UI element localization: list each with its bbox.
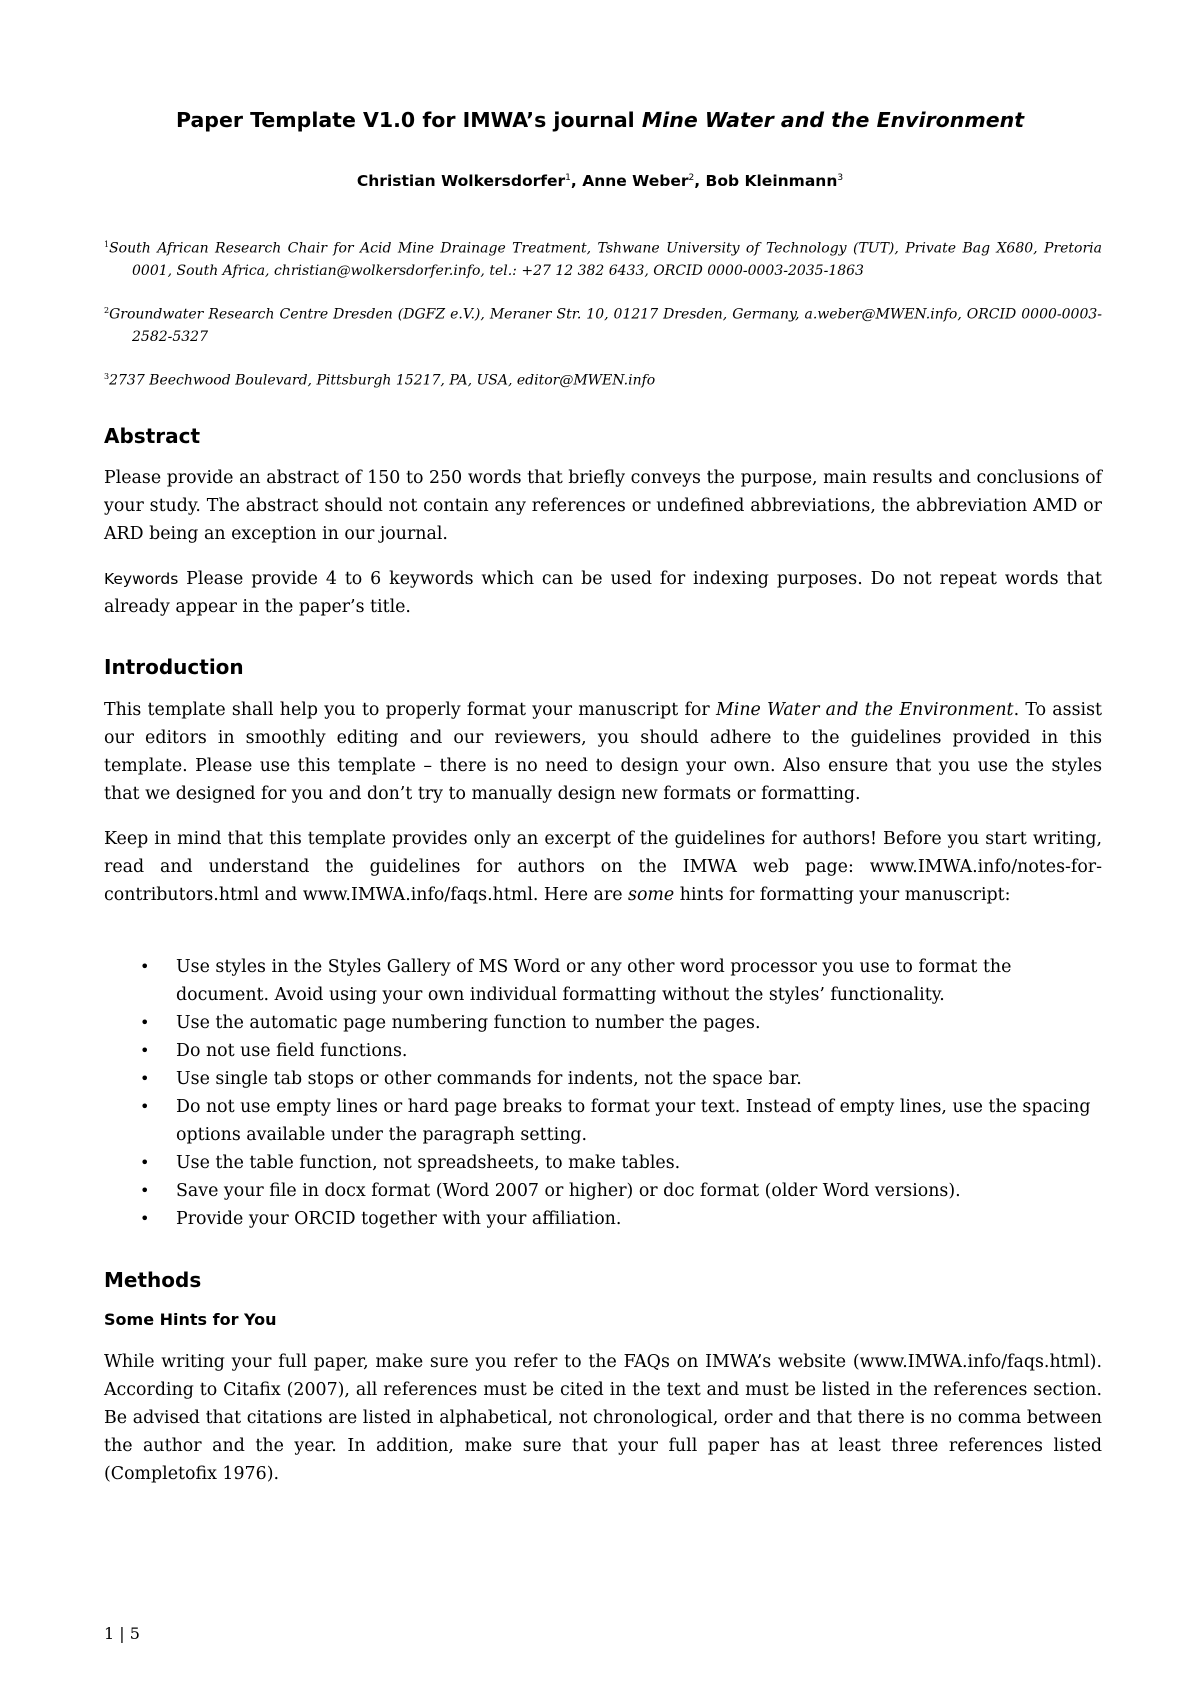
affiliation-number: 1 [104,240,110,249]
bullet-icon: • [140,1181,150,1200]
list-item-text: Save your file in docx format (Word 2007 or higher) or doc format (older Word versions). [176,1181,961,1201]
list-item-text: Do not use empty lines or hard page breaks to format your text. Instead of empty lines, use the spacing options available under the paragraph setting. [176,1097,1091,1145]
author-separator: , [694,172,706,190]
author-list [104,172,1096,190]
introduction-paragraph [104,825,1102,909]
author-name: Christian Wolkersdorfer [356,172,566,190]
intro-journal: Mine Water and the Environment [715,700,1014,720]
bullet-icon: • [140,1153,150,1172]
list-item [104,1205,1102,1233]
affiliation-text: South African Research Chair for Acid Mine Drainage Treatment, Tshwane University of Technology (TUT), Private Bag X680, Pretoria 0001, South Africa, christian@wolkersdorfer.info, tel.: +27 12 382 6433, ORCID 0000-0003-2035-1863 [109,240,1102,279]
bullet-icon: • [140,957,150,976]
paper-title [104,108,1096,132]
bullet-icon: • [140,1041,150,1060]
affiliation-number: 3 [104,372,110,381]
keywords-paragraph [104,565,1102,621]
author-superscript: 1 [565,172,571,183]
list-item [104,953,1102,1009]
list-item [104,1177,1102,1205]
title-text: Paper Template V1.0 for IMWA’s journal [175,108,642,132]
list-item [104,1037,1102,1065]
list-item-text: Do not use field functions. [176,1041,408,1061]
intro-emphasis: some [628,885,675,905]
affiliation [104,366,1102,392]
page-number: 1 | 5 [104,1624,140,1643]
list-item-text: Provide your ORCID together with your affiliation. [176,1209,622,1229]
bullet-icon: • [140,1209,150,1228]
list-item-text: Use the automatic page numbering function to number the pages. [176,1013,761,1033]
keywords-text: Please provide 4 to 6 keywords which can be used for indexing purposes. Do not repeat words that already appear in the paper’s title. [104,569,1102,617]
affiliation [104,300,1102,348]
affiliation-text: Groundwater Research Centre Dresden (DGFZ e.V.), Meraner Str. 10, 01217 Dresden, Germany, a.weber@MWEN.info, ORCID 0000-0003-2582-5327 [109,306,1102,345]
section-heading-methods: Methods [104,1268,202,1292]
intro-text: . To assist our editors in smoothly editing and our reviewers, you should adhere to the guidelines provided in this template. Please use this template – there is no need to design your own. Also ensure that you use the styles that we designed for you and don’t try to manually design new formats or formatting. [104,700,1102,804]
bullet-icon: • [140,1013,150,1032]
subsection-heading: Some Hints for You [104,1310,277,1329]
affiliation-text: 2737 Beechwood Boulevard, Pittsburgh 15217, PA, USA, editor@MWEN.info [109,372,656,389]
methods-paragraph: While writing your full paper, make sure you refer to the FAQs on IMWA’s website (www.IMWA.info/faqs.html). According to Citafix (2007), all references must be cited in the text and must be listed in the references section. Be advised that citations are listed in alphabetical, not chronological, order and that there is no comma between the author and the year. In addition, make sure that your full paper has at least three references listed (Completofix 1976). [104,1352,1102,1484]
list-item [104,1009,1102,1037]
abstract-paragraph: Please provide an abstract of 150 to 250 words that briefly conveys the purpose, main results and conclusions of your study. The abstract should not contain any references or undefined abbreviations, the abbreviation AMD or ARD being an exception in our journal. [104,468,1102,544]
intro-text: hints for formatting your manuscript: [674,885,1011,905]
section-heading-abstract: Abstract [104,424,201,448]
list-item-text: Use the table function, not spreadsheets, to make tables. [176,1153,681,1173]
list-item [104,1065,1102,1093]
list-item-text: Use single tab stops or other commands for indents, not the space bar. [176,1069,802,1089]
affiliation [104,234,1102,282]
introduction-paragraph [104,696,1102,808]
list-item [104,1093,1102,1149]
list-item [104,1149,1102,1177]
title-journal: Mine Water and the Environment [641,108,1025,132]
intro-text: Keep in mind that this template provides only an excerpt of the guidelines for authors! Before you start writing, read and understand the guidelines for authors on the IMWA web page: www.IMWA.info/notes-for-contributors.html and www.IMWA.info/faqs.html. Here are [104,829,1102,905]
keywords-label: Keywords [104,570,179,588]
author-superscript: 3 [837,172,844,183]
hints-bullet-list [104,953,1102,1233]
section-heading-introduction: Introduction [104,655,244,679]
bullet-icon: • [140,1069,150,1088]
affiliation-number: 2 [104,306,110,315]
author-separator: , [570,172,583,190]
author-superscript: 2 [688,172,695,183]
list-item-text: Use styles in the Styles Gallery of MS Word or any other word processor you use to format the document. Avoid using your own individual formatting without the styles’ functionality. [176,957,1012,1005]
author-name: Bob Kleinmann [705,172,838,190]
intro-text: This template shall help you to properly format your manuscript for [104,700,716,720]
author-name: Anne Weber [582,172,689,190]
bullet-icon: • [140,1097,150,1116]
